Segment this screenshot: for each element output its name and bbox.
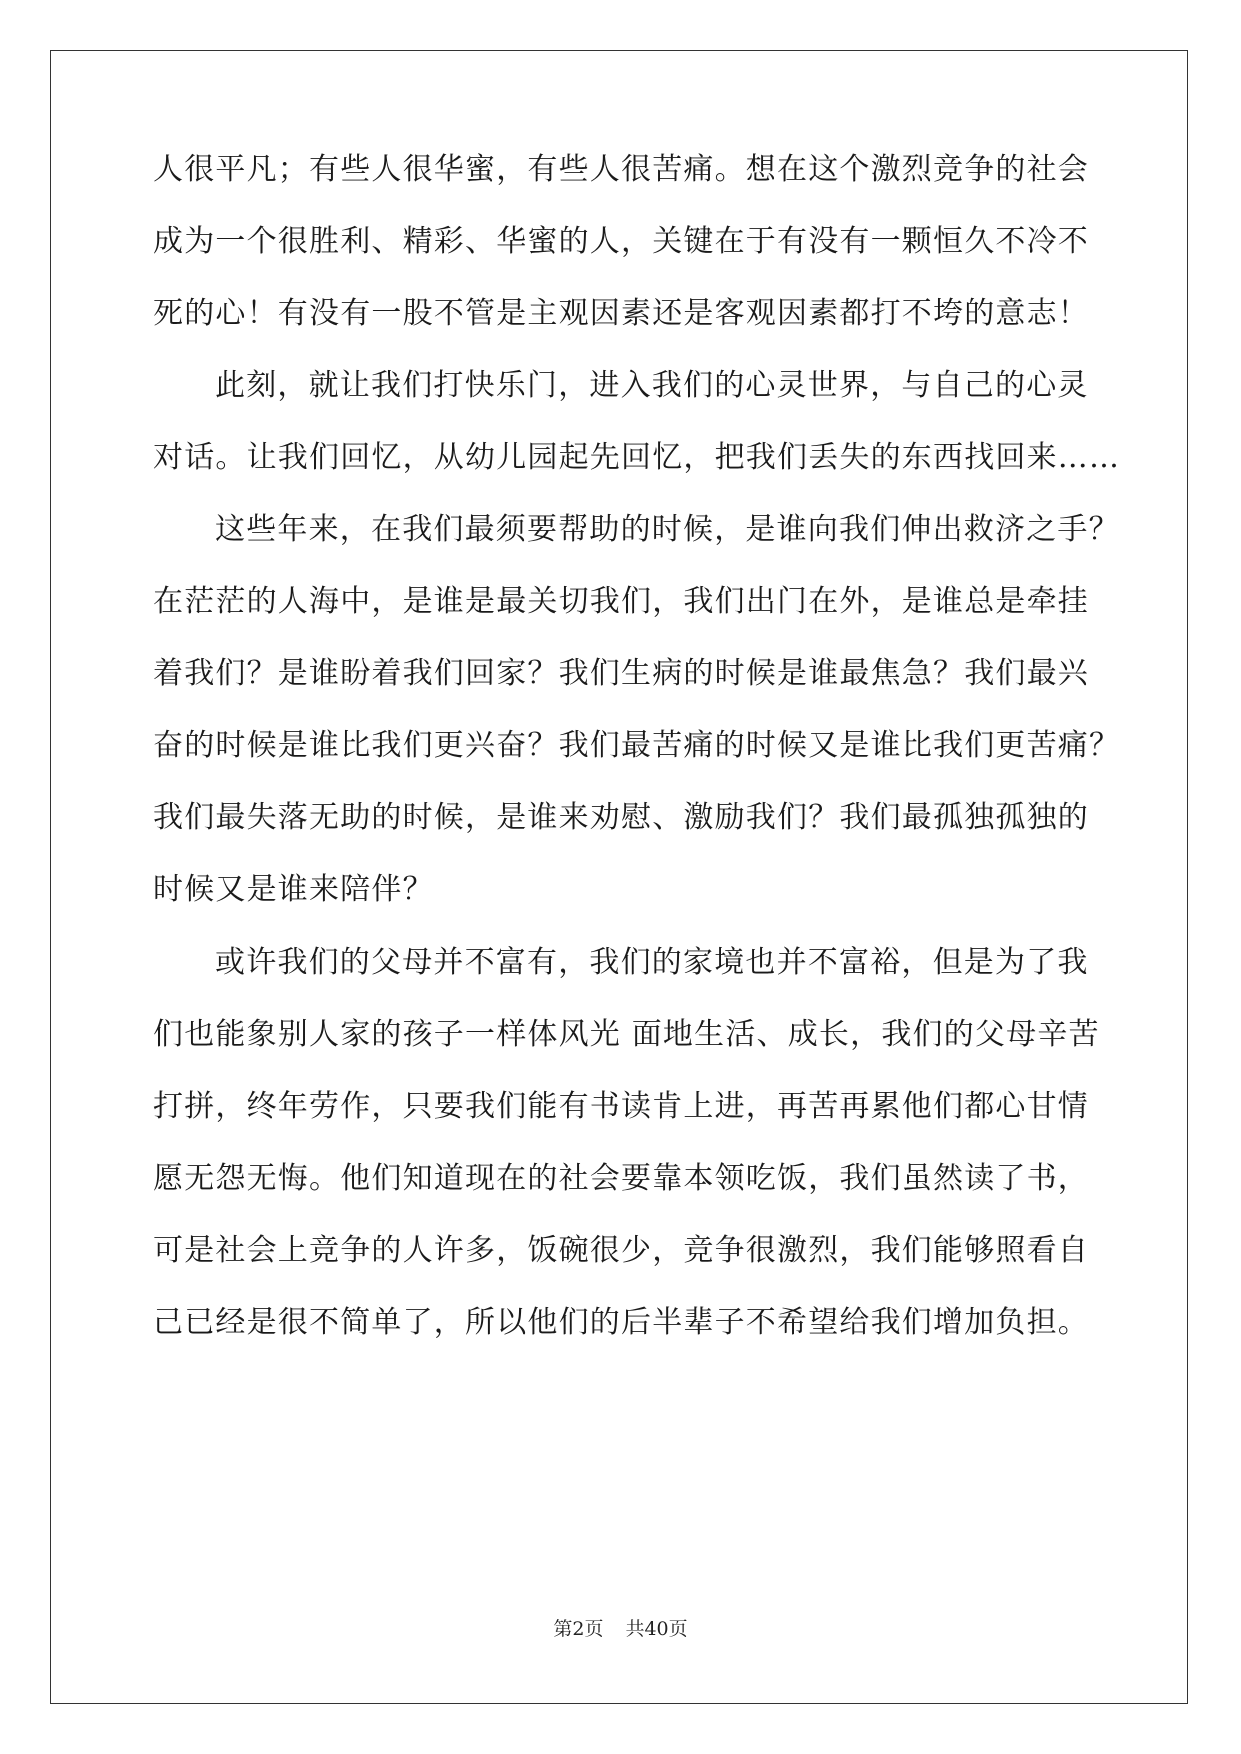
page-total: 共40页: [625, 1618, 688, 1640]
text-line: 人很平凡；有些人很华蜜，有些人很苦痛。想在这个激烈竞争的社会: [153, 152, 1089, 187]
text-line: 奋的时候是谁比我们更兴奋？我们最苦痛的时候又是谁比我们更苦痛？: [153, 728, 1121, 763]
text-line: 成为一个很胜利、精彩、华蜜的人，关键在于有没有一颗恒久不冷不: [153, 224, 1089, 259]
text-line: 们也能象别人家的孩子一样体风光 面地生活、成长，我们的父母辛苦: [153, 1017, 1100, 1052]
page-number: 第2页: [553, 1618, 604, 1640]
text-line: 时候又是谁来陪伴？: [153, 872, 434, 907]
text-line: 愿无怨无悔。他们知道现在的社会要靠本领吃饭，我们虽然读了书，: [153, 1161, 1089, 1196]
text-line: 己已经是很不简单了，所以他们的后半辈子不希望给我们增加负担。: [153, 1305, 1089, 1340]
page-footer: [0, 1617, 1241, 1641]
text-line: 可是社会上竞争的人许多，饭碗很少，竞争很激烈，我们能够照看自: [153, 1233, 1089, 1268]
text-line: 打拼，终年劳作，只要我们能有书读肯上进，再苦再累他们都心甘情: [153, 1089, 1089, 1124]
paragraph-first-line: 这些年来，在我们最须要帮助的时候，是谁向我们伸出救济之手？: [215, 512, 1120, 547]
text-line: 着我们？是谁盼着我们回家？我们生病的时候是谁最焦急？我们最兴: [153, 656, 1089, 691]
paragraph-first-line: 此刻，就让我们打快乐门，进入我们的心灵世界，与自己的心灵: [215, 368, 1089, 403]
text-line: 我们最失落无助的时候，是谁来劝慰、激励我们？我们最孤独孤独的: [153, 800, 1089, 835]
paragraph-first-line: 或许我们的父母并不富有，我们的家境也并不富裕，但是为了我: [215, 945, 1089, 980]
text-line: 对话。让我们回忆，从幼儿园起先回忆，把我们丢失的东西找回来……: [153, 440, 1121, 475]
text-line: 死的心！有没有一股不管是主观因素还是客观因素都打不垮的意志！: [153, 296, 1089, 331]
text-line: 在茫茫的人海中，是谁是最关切我们，我们出门在外，是谁总是牵挂: [153, 584, 1089, 619]
